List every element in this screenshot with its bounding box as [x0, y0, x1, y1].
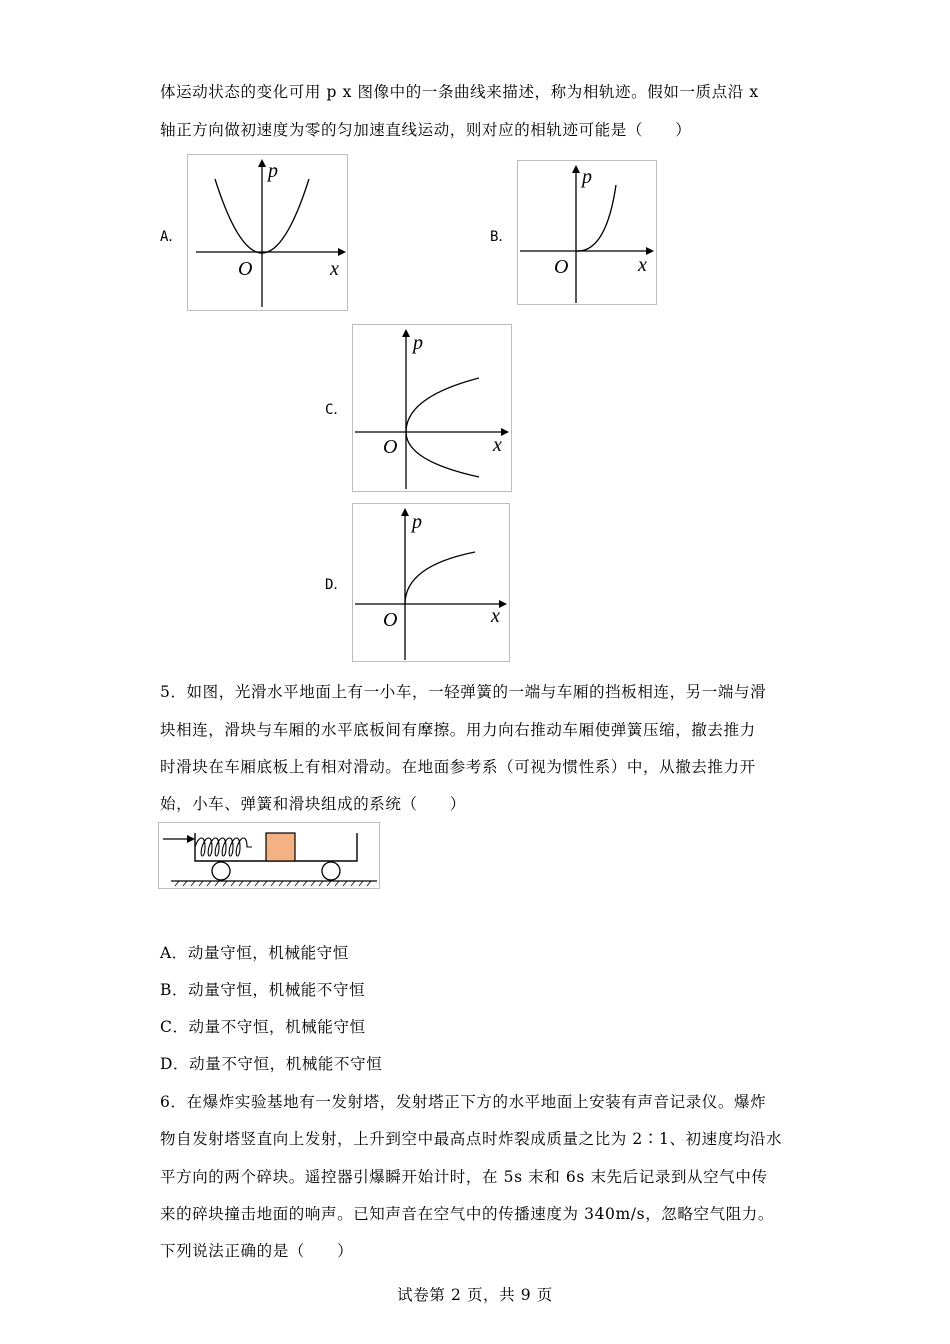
cart-spring-figure [158, 822, 380, 889]
ground-hatching [175, 881, 371, 886]
question-4-text-line-1: 体运动状态的变化可用 p x 图像中的一条曲线来描述，称为相轨迹。假如一质点沿 x [160, 83, 759, 101]
origin-label: O [238, 258, 253, 280]
cart-figure-svg [159, 823, 379, 888]
q5-choice-c[interactable]: C．动量不守恒，机械能守恒 [160, 1018, 366, 1036]
option-c-label[interactable]: C． [325, 402, 348, 418]
question-4-text-line-2: 轴正方向做初速度为零的匀加速直线运动，则对应的相轨迹可能是（ ） [160, 121, 692, 139]
sideways-parabola-curve [406, 378, 479, 477]
x-label: x [330, 258, 339, 280]
x-label: x [491, 605, 500, 627]
x-arrow-icon [338, 248, 346, 256]
option-d-graph[interactable] [352, 503, 510, 662]
question-6-line-4: 来的碎块撞击地面的响声。已知声音在空气中的传播速度为 340m/s，忽略空气阻力。 [160, 1205, 774, 1223]
x-arrow-icon [646, 247, 654, 255]
p-label: p [582, 166, 592, 188]
q5-choice-a[interactable]: A．动量守恒，机械能守恒 [160, 944, 349, 962]
option-a-graph[interactable] [187, 154, 348, 311]
option-c-svg [353, 325, 511, 491]
push-arrow-icon [187, 835, 195, 843]
page-footer: 试卷第 2 页，共 9 页 [397, 1286, 553, 1304]
option-d-label[interactable]: D． [325, 577, 348, 593]
p-arrow-icon [402, 329, 410, 337]
p-label: p [268, 160, 278, 182]
option-c-graph[interactable] [352, 324, 512, 492]
x-label: x [493, 434, 502, 456]
option-d-svg [353, 504, 509, 661]
half-parabola-curve [576, 185, 616, 251]
option-b-svg [518, 161, 656, 304]
x-arrow-icon [499, 600, 507, 608]
origin-label: O [383, 609, 398, 631]
question-5-line-2: 块相连，滑块与车厢的水平底板间有摩擦。用力向右推动车厢使弹簧压缩，撤去推力 [160, 721, 756, 739]
question-6-line-3: 平方向的两个碎块。遥控器引爆瞬开始计时，在 5s 末和 6s 末先后记录到从空气中传 [160, 1168, 768, 1186]
slider-block [266, 833, 295, 861]
right-wheel [322, 862, 340, 880]
left-wheel [212, 862, 230, 880]
x-arrow-icon [501, 428, 509, 436]
p-arrow-icon [401, 508, 409, 516]
p-label: p [412, 511, 422, 533]
option-b-graph[interactable] [517, 160, 657, 305]
p-label: p [413, 332, 423, 354]
x-label: x [638, 254, 647, 276]
option-a-label[interactable]: A． [160, 229, 183, 245]
question-6-line-5: 下列说法正确的是（ ） [160, 1242, 354, 1260]
question-5-line-1: 5．如图，光滑水平地面上有一小车，一轻弹簧的一端与车厢的挡板相连，另一端与滑 [160, 683, 767, 701]
origin-label: O [554, 256, 569, 278]
option-a-svg [188, 155, 347, 310]
question-5-line-4: 始，小车、弹簧和滑块组成的系统（ ） [160, 795, 466, 813]
q5-choice-b[interactable]: B．动量守恒，机械能不守恒 [160, 981, 366, 999]
sqrt-curve [405, 552, 475, 604]
origin-label: O [383, 436, 398, 458]
p-arrow-icon [572, 165, 580, 173]
option-b-label[interactable]: B． [490, 229, 513, 245]
question-6-line-2: 物自发射塔竖直向上发射，上升到空中最高点时炸裂成质量之比为 2∶1、初速度均沿水 [160, 1130, 783, 1148]
spring [195, 838, 252, 856]
question-6-line-1: 6．在爆炸实验基地有一发射塔，发射塔正下方的水平地面上安装有声音记录仪。爆炸 [160, 1093, 767, 1111]
question-5-line-3: 时滑块在车厢底板上有相对滑动。在地面参考系（可视为惯性系）中，从撤去推力开 [160, 758, 756, 776]
p-arrow-icon [258, 159, 266, 167]
q5-choice-d[interactable]: D．动量不守恒，机械能不守恒 [160, 1055, 383, 1073]
